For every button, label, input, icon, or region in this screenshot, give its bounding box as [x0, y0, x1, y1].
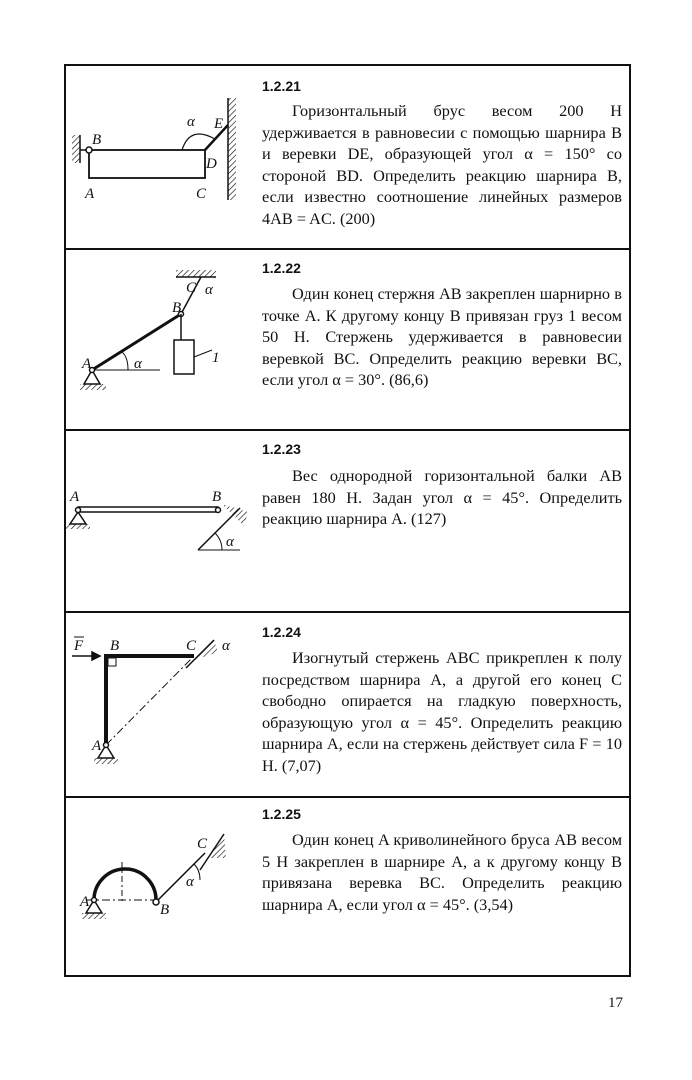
label-A: A — [80, 894, 90, 910]
problem-number: 1.2.23 — [262, 441, 301, 457]
diagram-1-2-24 — [72, 637, 231, 764]
label-B: B — [212, 489, 222, 505]
label-load: 1 — [212, 350, 220, 366]
label-A: A — [70, 489, 80, 505]
label-B: B — [110, 638, 120, 654]
problem-text: Один конец стержня AB закреплен шарнирно в точке A. К другому концу B привязан груз 1 весом 50 Н. Стержень удерживается в равновесии веревкой BC. Определить реакцию веревки BC, если угол α = 30°. (86,6) — [262, 284, 622, 389]
diagram-1-2-21 — [72, 98, 236, 202]
problem-number: 1.2.25 — [262, 806, 301, 822]
problem-text: Изогнутый стержень ABC прикреплен к полу посредством шарнира A, а другой его конец C свободно опирается на гладкую поверхность, образующую угол α = 45°. Определить реакцию шарнира A, если на стержень действует сила F = 10 Н. (7,07) — [262, 648, 622, 775]
problem-number: 1.2.24 — [262, 624, 301, 640]
problem-text: Один конец A криволинейного бруса AB весом 5 Н закреплен в шарнире A, а к другому концу B привязана веревка BC. Определить реакцию шарнира A, если угол α = 45°. (3,54) — [262, 830, 622, 914]
label-F: F — [74, 638, 84, 654]
label-E: E — [214, 116, 224, 132]
label-alpha: α — [222, 638, 230, 654]
label-alpha: α — [226, 534, 234, 550]
label-alpha: α — [205, 282, 213, 298]
label-alpha: α — [134, 356, 142, 372]
label-A: A — [82, 356, 92, 372]
label-A: A — [92, 738, 102, 754]
label-D: D — [206, 156, 217, 172]
label-B: B — [172, 300, 182, 316]
label-alpha: α — [186, 874, 194, 890]
label-C: C — [196, 186, 207, 202]
label-C: C — [186, 638, 197, 654]
label-B: B — [92, 132, 102, 148]
label-C: C — [186, 280, 197, 296]
label-B: B — [160, 902, 170, 918]
diagram-1-2-23 — [66, 489, 248, 550]
problem-text: Вес однородной горизонтальной балки AB равен 180 Н. Задан угол α = 45°. Определить реакцию шарнира A. (127) — [262, 466, 622, 528]
label-A: A — [85, 186, 95, 202]
problem-number: 1.2.22 — [262, 260, 301, 276]
diagram-1-2-25 — [79, 834, 226, 919]
problem-number: 1.2.21 — [262, 78, 301, 94]
label-C: C — [197, 836, 208, 852]
diagram-1-2-22 — [80, 270, 220, 390]
label-alpha: α — [187, 114, 195, 130]
page-number: 17 — [608, 995, 623, 1011]
problem-text: Горизонтальный брус весом 200 Н удерживается в равновесии с помощью шарнира B и веревки DE, образующей угол α = 150° со стороной BD. Определить реакцию шарнира B, если известно соотношение линейных размеров 4AB = AC. (200) — [262, 101, 622, 228]
